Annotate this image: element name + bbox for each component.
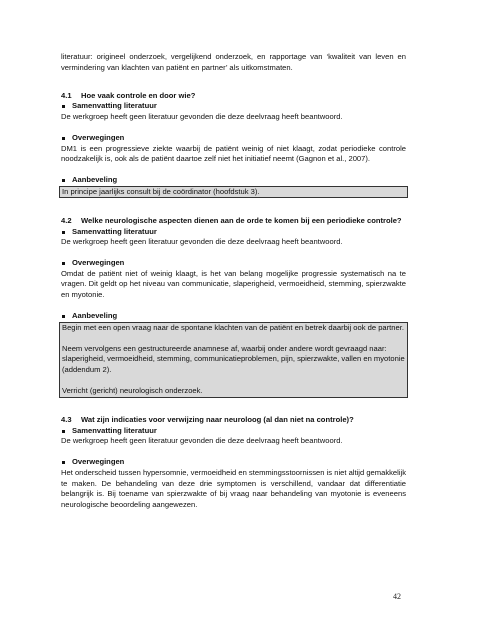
- section-title: Hoe vaak controle en door wie?: [81, 90, 196, 100]
- bullet-square-icon: [62, 262, 65, 265]
- bullet-square-icon: [62, 430, 65, 433]
- bullet-square-icon: [62, 231, 65, 234]
- summary-text: De werkgroep heeft geen literatuur gevonden die deze deelvraag heeft beantwoord.: [61, 436, 343, 446]
- summary-text: De werkgroep heeft geen literatuur gevonden die deze deelvraag heeft beantwoord.: [61, 237, 343, 247]
- considerations-text: DM1 is een progressieve ziekte waarbij de patiënt weinig of niet klaagt, zodat periodieke controle noodzakelijk is, ook als de patiënt daartoe zelf niet het initiatief neemt (Gagnon et al., 2007).: [61, 143, 406, 164]
- section-number: 4.2: [61, 215, 72, 225]
- section-title: Welke neurologische aspecten dienen aan de orde te komen bij een periodieke controle?: [81, 215, 402, 225]
- bullet-square-icon: [62, 315, 65, 318]
- page-content: [61, 52, 406, 510]
- recommendation-text: Neem vervolgens een gestructureerde anamnese af, waarbij onder andere wordt gevraagd naar: slaperigheid, vermoeidheid, stemming, communicatieproblemen, pijn, spierzwakte, vallen en myotonie (addendum 2).: [62, 343, 405, 374]
- summary-heading: Samenvatting literatuur: [61, 101, 406, 112]
- section-number: 4.3: [61, 415, 72, 425]
- section-4-3: [61, 415, 406, 510]
- section-4-1: [61, 91, 406, 199]
- bullet-square-icon: [62, 105, 65, 108]
- considerations-heading: Overwegingen: [61, 457, 406, 468]
- bullet-square-icon: [62, 461, 65, 464]
- recommendation-heading: Aanbeveling: [61, 311, 406, 322]
- recommendation-box: [59, 186, 408, 199]
- considerations-text: Omdat de patiënt niet of weinig klaagt, is het van belang mogelijke progressie systematisch na te vragen. Dit geldt op het niveau van communicatie, slaperigheid, vermoeidheid, stemming, spierzwakte en myotonie.: [61, 268, 406, 299]
- bullet-square-icon: [62, 137, 65, 140]
- summary-heading: Samenvatting literatuur: [61, 426, 406, 437]
- section-heading: [61, 216, 406, 227]
- considerations-heading: Overwegingen: [61, 133, 406, 144]
- intro-paragraph: literatuur: origineel onderzoek, vergelijkend onderzoek, en rapportage van ‘kwaliteit van leven en vermindering van klachten van patiënt en partner’ als uitkomstmaten.: [61, 52, 406, 72]
- considerations-heading: Overwegingen: [61, 258, 406, 269]
- section-heading: [61, 415, 406, 426]
- recommendation-text: In principe jaarlijks consult bij de coördinator (hoofdstuk 3).: [62, 186, 260, 196]
- recommendation-text: Verricht (gericht) neurologisch onderzoek.: [62, 386, 203, 396]
- summary-heading: Samenvatting literatuur: [61, 227, 406, 238]
- summary-text: De werkgroep heeft geen literatuur gevonden die deze deelvraag heeft beantwoord.: [61, 111, 343, 121]
- considerations-text: Het onderscheid tussen hypersomnie, vermoeidheid en stemmingsstoornissen is niet altijd gemakkelijk te maken. De behandeling van deze drie symptomen is verschillend, vandaar dat differentiatie belangrijk is. Bij toename van spierzwakte of bij vraag naar behandeling van myotonie is eveneens neurologische beoordeling aangewezen.: [61, 468, 406, 509]
- recommendation-text: Begin met een open vraag naar de spontane klachten van de patiënt en betrek daarbij ook de partner.: [62, 322, 404, 332]
- bullet-square-icon: [62, 179, 65, 182]
- recommendation-box: [59, 322, 408, 398]
- section-heading: [61, 91, 406, 102]
- page-number: 42: [393, 592, 401, 601]
- section-4-2: [61, 216, 406, 398]
- section-number: 4.1: [61, 90, 72, 100]
- section-title: Wat zijn indicaties voor verwijzing naar neuroloog (al dan niet na controle)?: [81, 415, 354, 425]
- recommendation-heading: Aanbeveling: [61, 175, 406, 186]
